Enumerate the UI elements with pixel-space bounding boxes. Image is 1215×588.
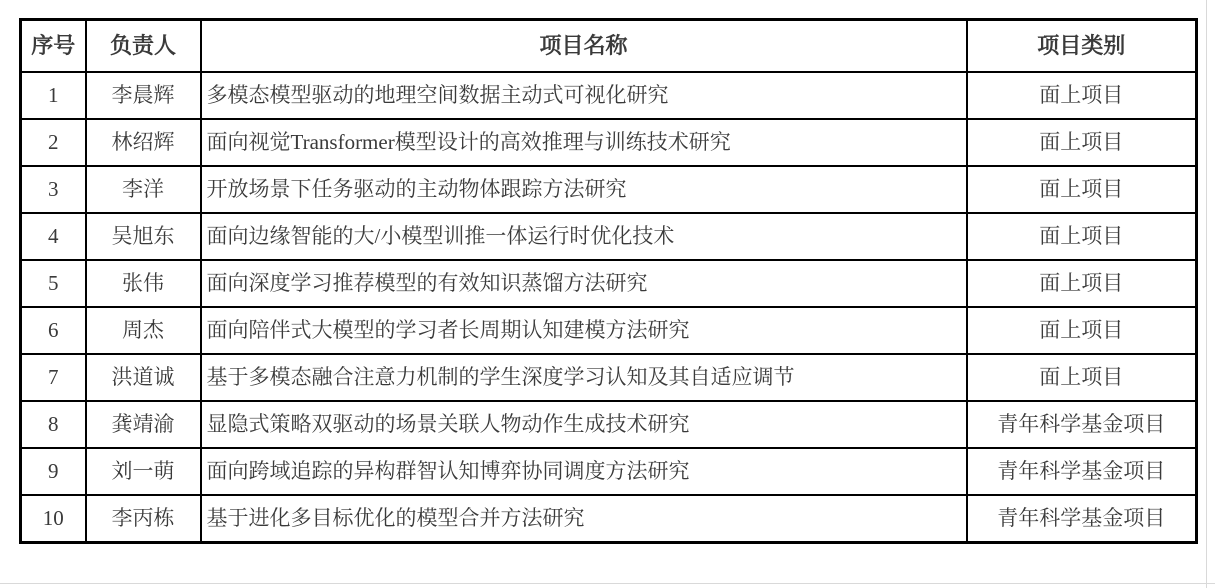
cell-title: 基于多模态融合注意力机制的学生深度学习认知及其自适应调节 — [201, 354, 967, 401]
cell-pi: 刘一萌 — [86, 448, 201, 495]
cell-no: 6 — [21, 307, 86, 354]
cell-title: 面向深度学习推荐模型的有效知识蒸馏方法研究 — [201, 260, 967, 307]
cell-no: 4 — [21, 213, 86, 260]
cell-no: 7 — [21, 354, 86, 401]
cell-title: 基于进化多目标优化的模型合并方法研究 — [201, 495, 967, 543]
cell-category: 面上项目 — [967, 119, 1197, 166]
table-row — [21, 260, 1197, 307]
header-pi: 负责人 — [86, 20, 201, 73]
faint-gridline-bottom — [0, 583, 1215, 584]
cell-title: 面向边缘智能的大/小模型训推一体运行时优化技术 — [201, 213, 967, 260]
cell-no: 3 — [21, 166, 86, 213]
cell-pi: 龚靖渝 — [86, 401, 201, 448]
table-body — [21, 72, 1197, 543]
cell-no: 5 — [21, 260, 86, 307]
table-row — [21, 448, 1197, 495]
cell-pi: 周杰 — [86, 307, 201, 354]
cell-pi: 李丙栋 — [86, 495, 201, 543]
cell-title: 面向视觉Transformer模型设计的高效推理与训练技术研究 — [201, 119, 967, 166]
cell-title: 面向陪伴式大模型的学习者长周期认知建模方法研究 — [201, 307, 967, 354]
cell-title: 显隐式策略双驱动的场景关联人物动作生成技术研究 — [201, 401, 967, 448]
header-no: 序号 — [21, 20, 86, 73]
table-row — [21, 354, 1197, 401]
table-row — [21, 119, 1197, 166]
cell-title: 面向跨域追踪的异构群智认知博弈协同调度方法研究 — [201, 448, 967, 495]
table-row — [21, 495, 1197, 543]
cell-no: 1 — [21, 72, 86, 119]
cell-category: 青年科学基金项目 — [967, 401, 1197, 448]
cell-pi: 吴旭东 — [86, 213, 201, 260]
cell-title: 多模态模型驱动的地理空间数据主动式可视化研究 — [201, 72, 967, 119]
cell-pi: 张伟 — [86, 260, 201, 307]
cell-pi: 林绍辉 — [86, 119, 201, 166]
cell-category: 青年科学基金项目 — [967, 495, 1197, 543]
table-row — [21, 307, 1197, 354]
cell-category: 青年科学基金项目 — [967, 448, 1197, 495]
table-row — [21, 72, 1197, 119]
faint-gridline-right — [1206, 0, 1207, 588]
cell-category: 面上项目 — [967, 260, 1197, 307]
cell-category: 面上项目 — [967, 213, 1197, 260]
table-row — [21, 213, 1197, 260]
cell-no: 10 — [21, 495, 86, 543]
cell-category: 面上项目 — [967, 307, 1197, 354]
cell-pi: 洪道诚 — [86, 354, 201, 401]
cell-category: 面上项目 — [967, 354, 1197, 401]
table-header — [21, 20, 1197, 73]
header-title: 项目名称 — [201, 20, 967, 73]
project-list-table — [19, 18, 1198, 544]
cell-pi: 李晨辉 — [86, 72, 201, 119]
cell-no: 8 — [21, 401, 86, 448]
cell-pi: 李洋 — [86, 166, 201, 213]
header-category: 项目类别 — [967, 20, 1197, 73]
cell-no: 9 — [21, 448, 86, 495]
cell-category: 面上项目 — [967, 72, 1197, 119]
header-row — [21, 20, 1197, 73]
table-row — [21, 166, 1197, 213]
cell-category: 面上项目 — [967, 166, 1197, 213]
cell-no: 2 — [21, 119, 86, 166]
cell-title: 开放场景下任务驱动的主动物体跟踪方法研究 — [201, 166, 967, 213]
table-row — [21, 401, 1197, 448]
